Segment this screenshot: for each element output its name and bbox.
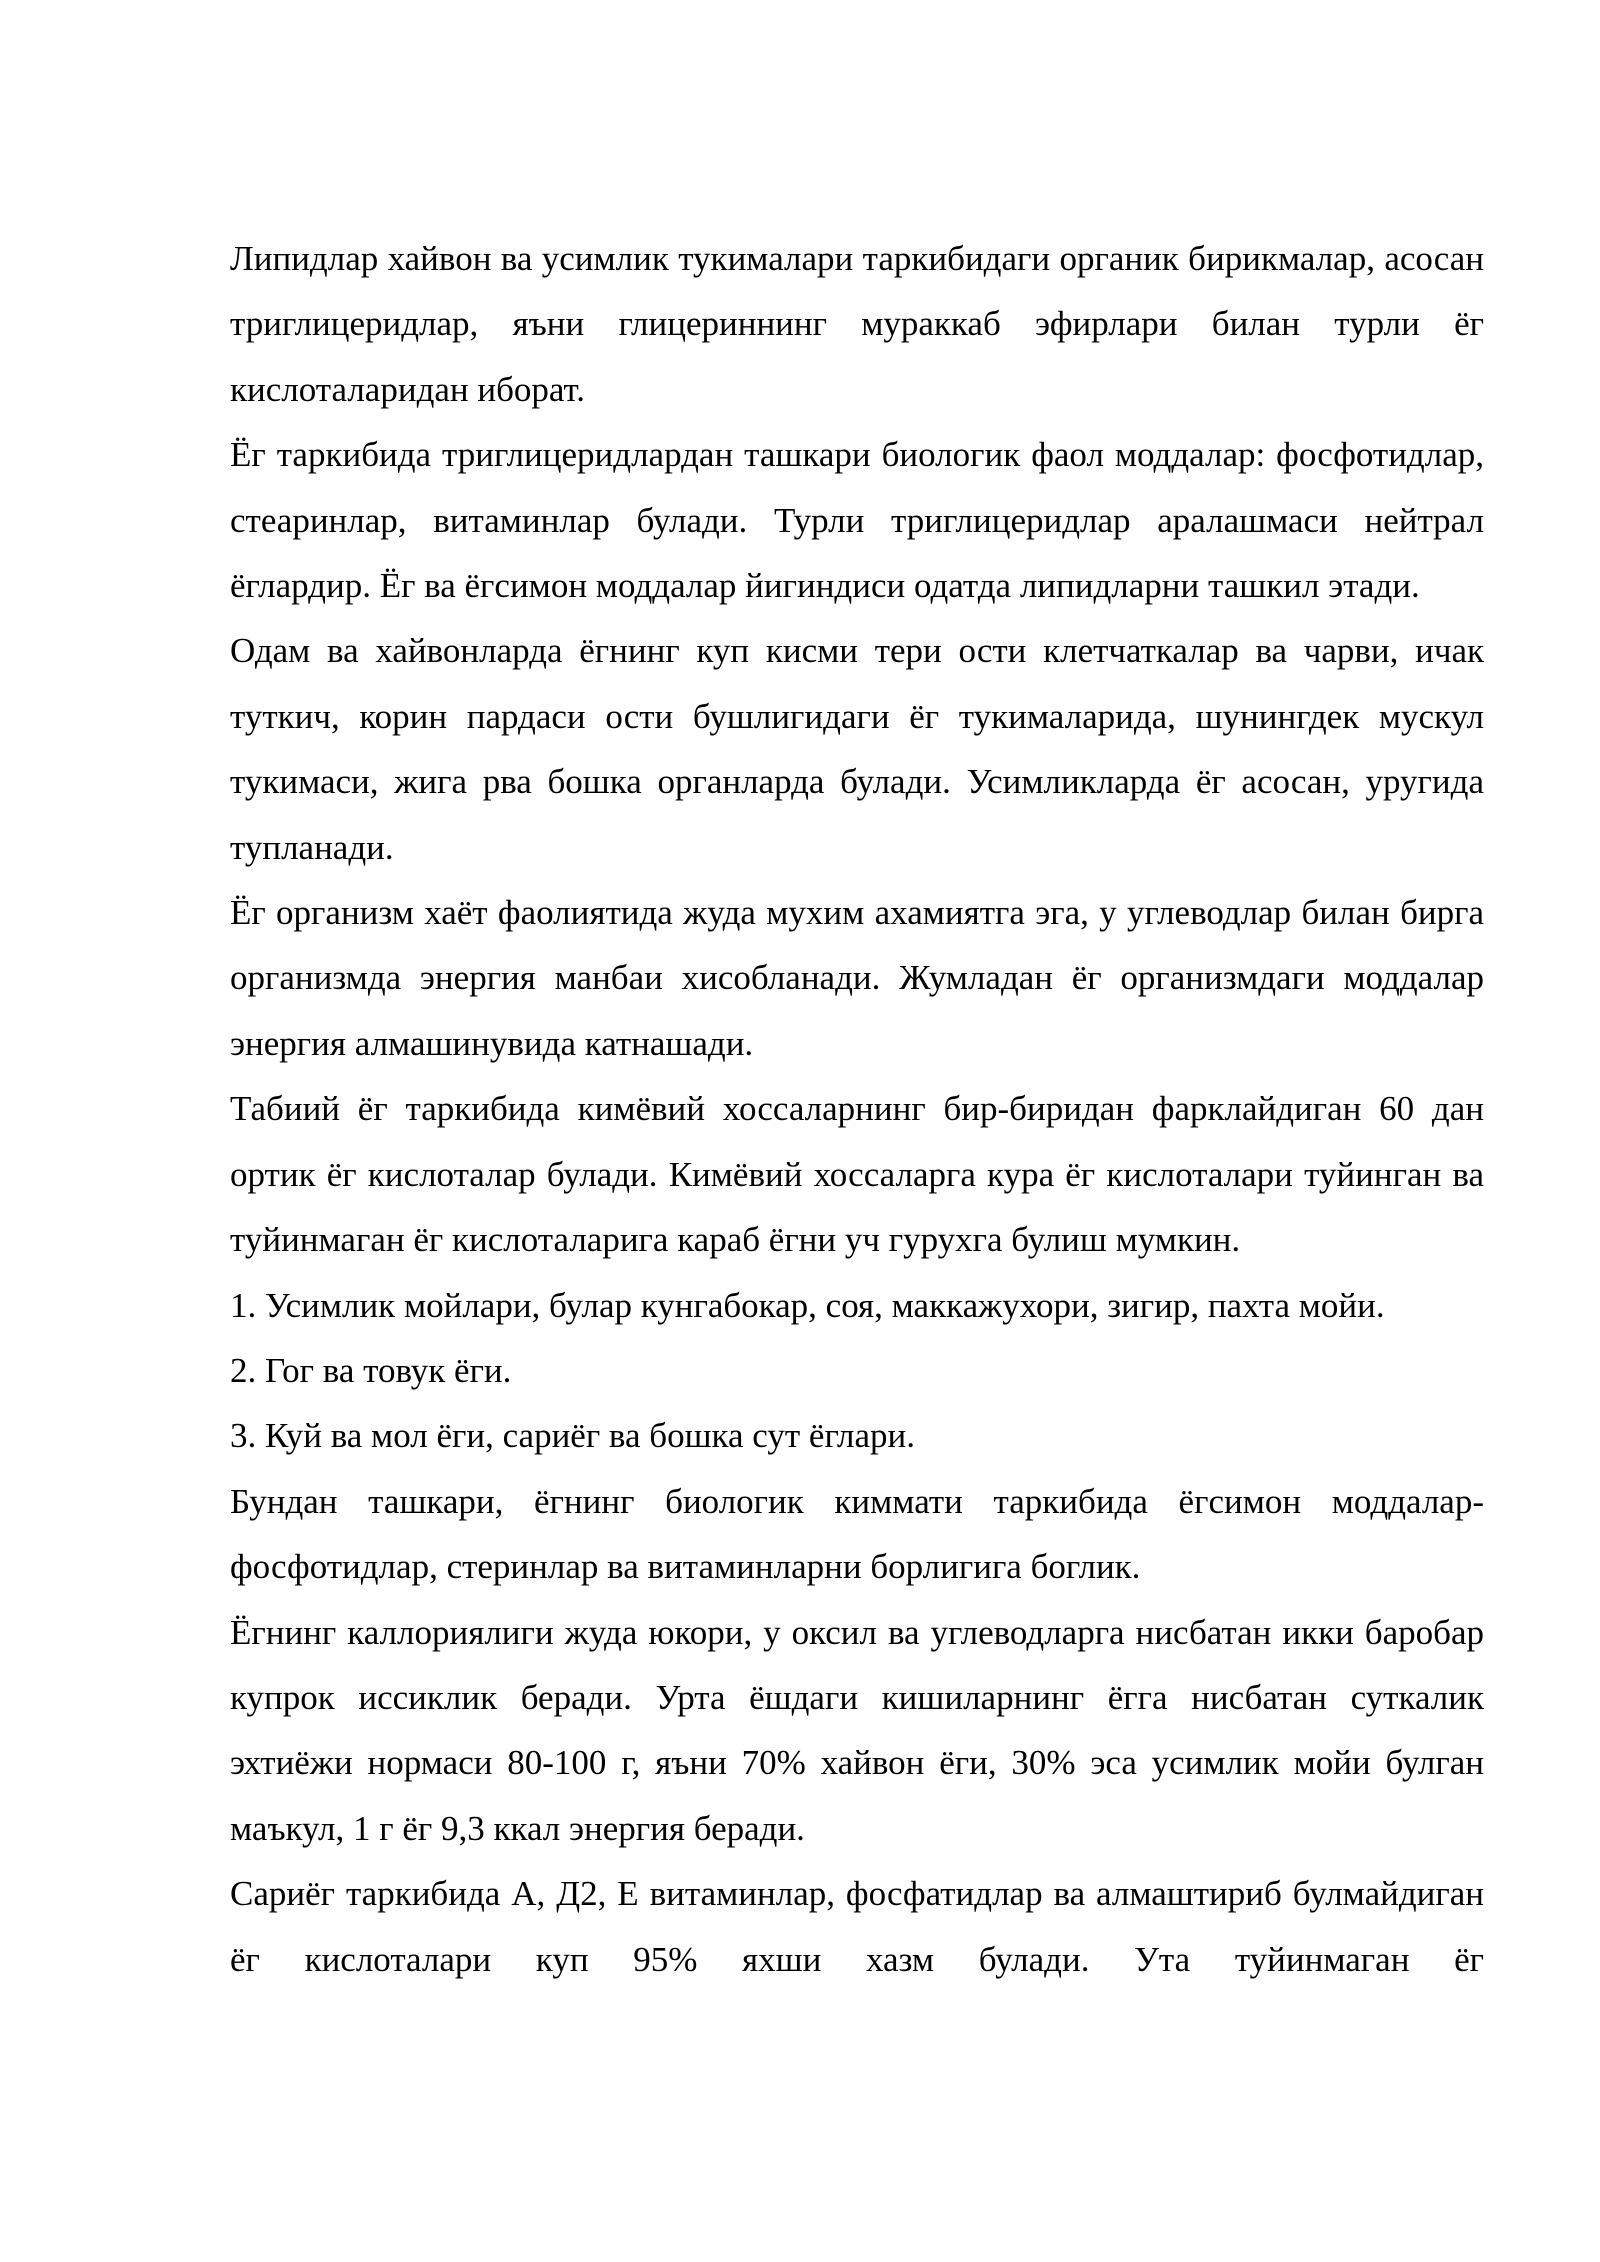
- paragraph-fat-location: Одам ва хайвонларда ёгнинг куп кисми тери ости клетчаткалар ва чарви, ичак туткич, корин пардаси ости бушлигидаги ёг тукималарида, шунингдек мускул тукимаси, жига рва бошка органларда булади. Усимликларда ёг асосан, уругида тупланади.: [230, 631, 1484, 867]
- paragraph-fat-importance: Ёг организм хаёт фаолиятида жуда мухим ахамиятга эга, у углеводлар билан бирга организмда энергия манбаи хисобланади. Жумладан ёг организмдаги моддалар энергия алмашинувида катнашади.: [230, 893, 1484, 1063]
- paragraph-fat-composition: Ёг таркибида триглицеридлардан ташкари биологик фаол моддалар: фосфотидлар, стеаринлар, витаминлар булади. Турли триглицеридлар аралашмаси нейтрал ёглардир. Ёг ва ёгсимон моддалар йигиндиси одатда липидларни ташкил этади.: [230, 435, 1484, 606]
- list-item-animal-fat: 3. Куй ва мол ёги, сариёг ва бошка сут ёглари.: [230, 1416, 916, 1456]
- paragraph-butter-composition: Сариёг таркибида А, Д2, Е витаминлар, фосфатидлар ва алмаштириб булмайдиган ёг кислоталари куп 95% яхши хазм булади. Ута туйинмаган ёг: [230, 1874, 1484, 1979]
- list-item-plant-oils: 1. Усимлик мойлари, булар кунгабокар, соя, маккажухори, зигир, пахта мойи.: [230, 1285, 1385, 1325]
- body-text: [230, 226, 1484, 1992]
- paragraph-calorie-content: Ёгнинг каллориялиги жуда юкори, у оксил ва углеводларга нисбатан икки баробар купрок иссиклик беради. Урта ёшдаги кишиларнинг ёгга нисбатан суткалик эхтиёжи нормаси 80-100 г, яъни 70% хайвон ёги, 30% эса усимлик мойи булган маъкул, 1 г ёг 9,3 ккал энергия беради.: [230, 1612, 1484, 1848]
- paragraph-biological-value: Бундан ташкари, ёгнинг биологик киммати таркибида ёгсимон моддалар-фосфотидлар, стеринлар ва витаминларни борлигига боглик.: [230, 1481, 1484, 1587]
- paragraph-fatty-acids: Табиий ёг таркибида кимёвий хоссаларнинг бир-биридан фарклайдиган 60 дан ортик ёг кислоталар булади. Кимёвий хоссаларга кура ёг кислоталари туйинган ва туйинмаган ёг кислоталарига караб ёгни уч гурухга булиш мумкин.: [230, 1089, 1484, 1260]
- paragraph-lipids-definition: Липидлар хайвон ва усимлик тукималари таркибидаги органик бирикмалар, асосан триглицеридлар, яъни глицериннинг мураккаб эфирлари билан турли ёг кислоталаридан иборат.: [230, 239, 1484, 409]
- list-item-poultry-fat: 2. Гог ва товук ёги.: [230, 1350, 512, 1390]
